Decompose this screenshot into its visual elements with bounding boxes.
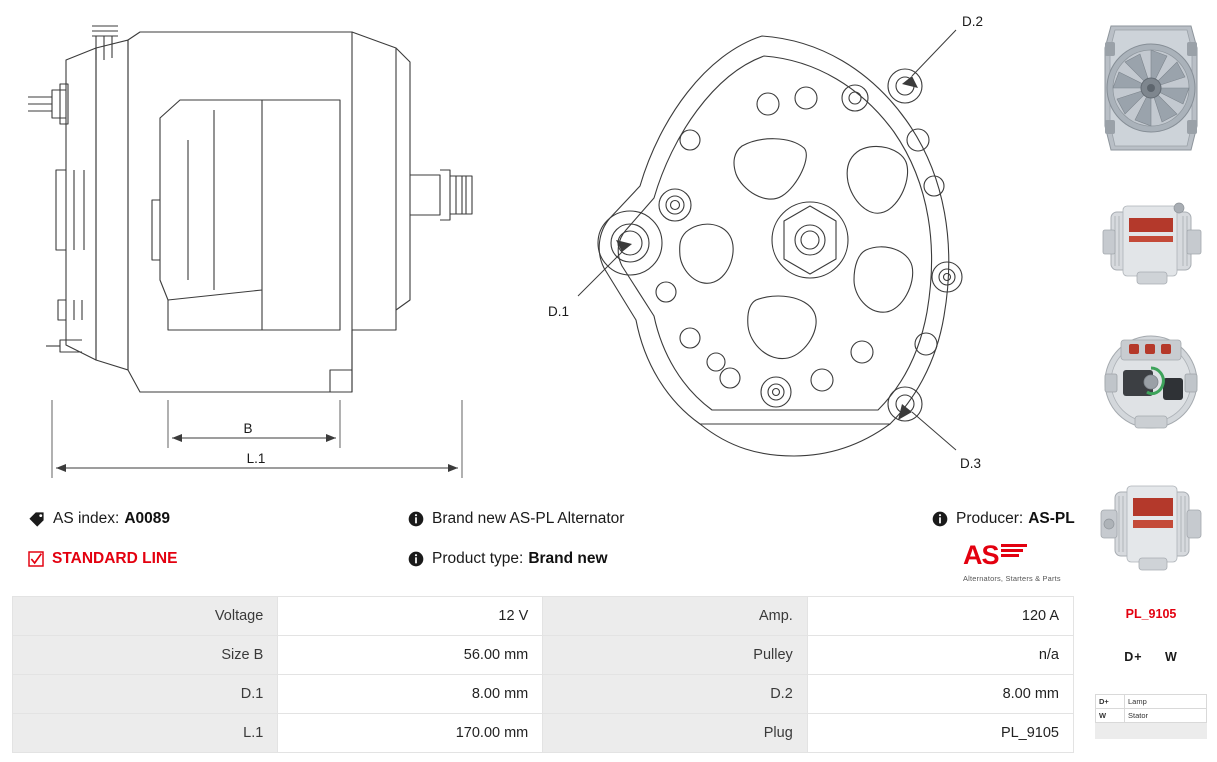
spec-key: D.2 [543, 675, 808, 714]
product-description [408, 510, 624, 528]
check-box-icon [28, 551, 44, 567]
spec-value: 8.00 mm [278, 675, 543, 714]
label-d2: D.2 [962, 14, 984, 29]
spec-key: Plug [543, 714, 808, 753]
legend-row [1096, 709, 1207, 723]
spec-value: 170.00 mm [278, 714, 543, 753]
spec-value: n/a [807, 636, 1073, 675]
producer [932, 510, 1075, 528]
product-photo-fan-end[interactable] [1093, 8, 1209, 166]
label-d1: D.1 [548, 304, 570, 319]
terminal-d-plus: D+ [1124, 650, 1143, 664]
table-row [13, 636, 1074, 675]
terminal-w: W [1165, 650, 1178, 664]
plug-code: PL_9105 [1125, 607, 1177, 621]
product-photo-rear[interactable] [1093, 318, 1209, 444]
product-photo-strip [1085, 0, 1217, 762]
terminal-labels [1085, 650, 1217, 664]
product-info [0, 498, 1085, 590]
spec-key: Size B [13, 636, 278, 675]
spec-key: Pulley [543, 636, 808, 675]
producer-label: Producer: [956, 510, 1024, 527]
spec-value: 8.00 mm [807, 675, 1073, 714]
as-index-label: AS index: [53, 510, 120, 527]
specifications-table [12, 596, 1074, 753]
terminal-legend-table [1095, 694, 1207, 739]
product-description-text: Brand new AS-PL Alternator [432, 510, 625, 527]
table-row [13, 714, 1074, 753]
label-b: B [243, 421, 253, 436]
table-row [13, 675, 1074, 714]
spec-key: Voltage [13, 597, 278, 636]
legend-spacer [1096, 723, 1207, 731]
info-icon [932, 511, 948, 527]
product-type [408, 550, 608, 568]
product-type-value: Brand new [528, 550, 608, 567]
spec-value: PL_9105 [807, 714, 1073, 753]
label-d3: D.3 [960, 456, 982, 471]
spec-key: L.1 [13, 714, 278, 753]
table-row [13, 597, 1074, 636]
legend-spacer [1096, 731, 1207, 739]
legend-row [1096, 695, 1207, 709]
as-index-value: A0089 [124, 510, 171, 527]
product-photo-side[interactable] [1093, 178, 1209, 306]
standard-line [28, 550, 177, 568]
spec-key: Amp. [543, 597, 808, 636]
legend-value: Lamp [1125, 695, 1207, 709]
spec-key: D.1 [13, 675, 278, 714]
product-photo-angled[interactable] [1093, 462, 1209, 590]
spec-value: 120 A [807, 597, 1073, 636]
legend-value: Stator [1125, 709, 1207, 723]
as-logo-mark: AS [963, 540, 999, 570]
legend-key: D+ [1096, 695, 1125, 709]
tag-icon [28, 511, 45, 528]
product-type-label: Product type: [432, 550, 524, 567]
producer-value: AS-PL [1028, 510, 1075, 527]
as-index [28, 510, 170, 528]
info-icon [408, 511, 424, 527]
as-logo-tagline: Alternators, Starters & Parts [963, 574, 1061, 583]
as-logo-bars [1001, 544, 1027, 559]
standard-line-label: STANDARD LINE [52, 550, 178, 567]
info-icon [408, 551, 424, 567]
spec-value: 12 V [278, 597, 543, 636]
label-l1: L.1 [246, 451, 266, 466]
as-pl-logo [963, 540, 1073, 583]
legend-key: W [1096, 709, 1125, 723]
spec-value: 56.00 mm [278, 636, 543, 675]
